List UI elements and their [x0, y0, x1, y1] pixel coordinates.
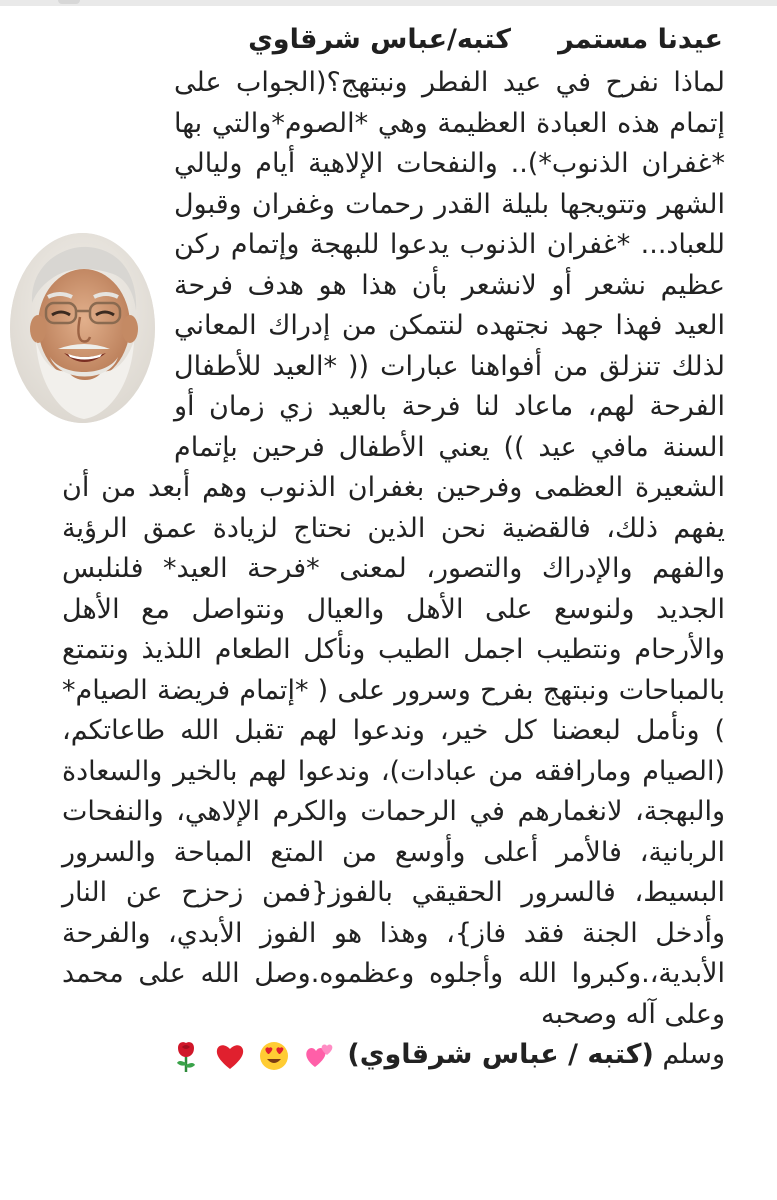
article-body: لماذا نفرح في عيد الفطر ونبتهج؟(الجواب على إتمام هذه العبادة العظيمة وهي *الصوم*والتي بها *غفران الذنوب*).. والنفحات الإلاهية أيام وليالي الشهر وتتويجها بليلة القدر رحمات وغفران وقبول للعباد... *غفران الذنوب يدعوا للبهجة وإتمام ركن عظيم نشعر أو لانشعر بأن هذا هو هدف فرحة العيد فهذا جهد نجتهده لنتمكن من إدراك المعاني لذلك تنزلق من أفواهنا عبارات (( *العيد للأطفال الفرحة لهم، ماعاد لنا فرحة بالعيد زي زمان أو السنة مافي عيد )) يعني الأطفال فرحين بإتمام الشعيرة العظمى وفرحين بغفران الذنوب وهم أبعد من أن يفهم ذلك، فالقضية نحن الذين نحتاج لزيادة عمق الرؤية والفهم والإدراك والتصور، لمعنى *فرحة العيد* فلنلبس الجديد ولنوسع على الأهل والعيال ونتواصل مع الأهل والأرحام ونتطيب اجمل الطيب ونأكل الطعام اللذيذ ونتمتع بالمباحات ونبتهج بفرح وسرور على ( *إتمام فريضة الصيام* ) ونأمل لبعضنا كل خير، وندعوا لهم تقبل الله طاعاتكم، (الصيام ومارافقه من عبادات)، وندعوا لهم بالخير والسعادة والبهجة، لانغمارهم في الرحمات والكرم الإلاهي، والنفحات الربانية، فالأمر أعلى وأوسع من المتع المباحة والسرور البسيط، فالسرور الحقيقي بالفوز{فمن زحزح عن النار وأدخل الجنة فقد فاز}، وهذا هو الفوز الأبدي، والفرحة الأبدية،.وكبروا الله وأجلوه وعظموه.وصل الله على محمد وعلى آله وصحبه — [62, 67, 725, 1030]
signature: (كتبه / عباس شرقاوي) — [347, 1039, 654, 1070]
closing-word: وسلم — [662, 1039, 725, 1070]
rose-icon — [171, 1039, 201, 1073]
post-header — [110, 20, 723, 60]
post-title: عيدنا مستمر — [558, 24, 723, 55]
article-text — [62, 63, 725, 1076]
two-hearts-icon — [303, 1041, 337, 1071]
author-line: كتبه/عباس شرقاوي — [248, 24, 511, 55]
top-indicator — [58, 0, 80, 4]
red-heart-icon — [214, 1041, 246, 1071]
closing-line — [62, 1035, 725, 1076]
heart-eyes-icon — [258, 1040, 290, 1072]
photo-spacer — [62, 245, 174, 445]
top-strip — [0, 0, 777, 6]
